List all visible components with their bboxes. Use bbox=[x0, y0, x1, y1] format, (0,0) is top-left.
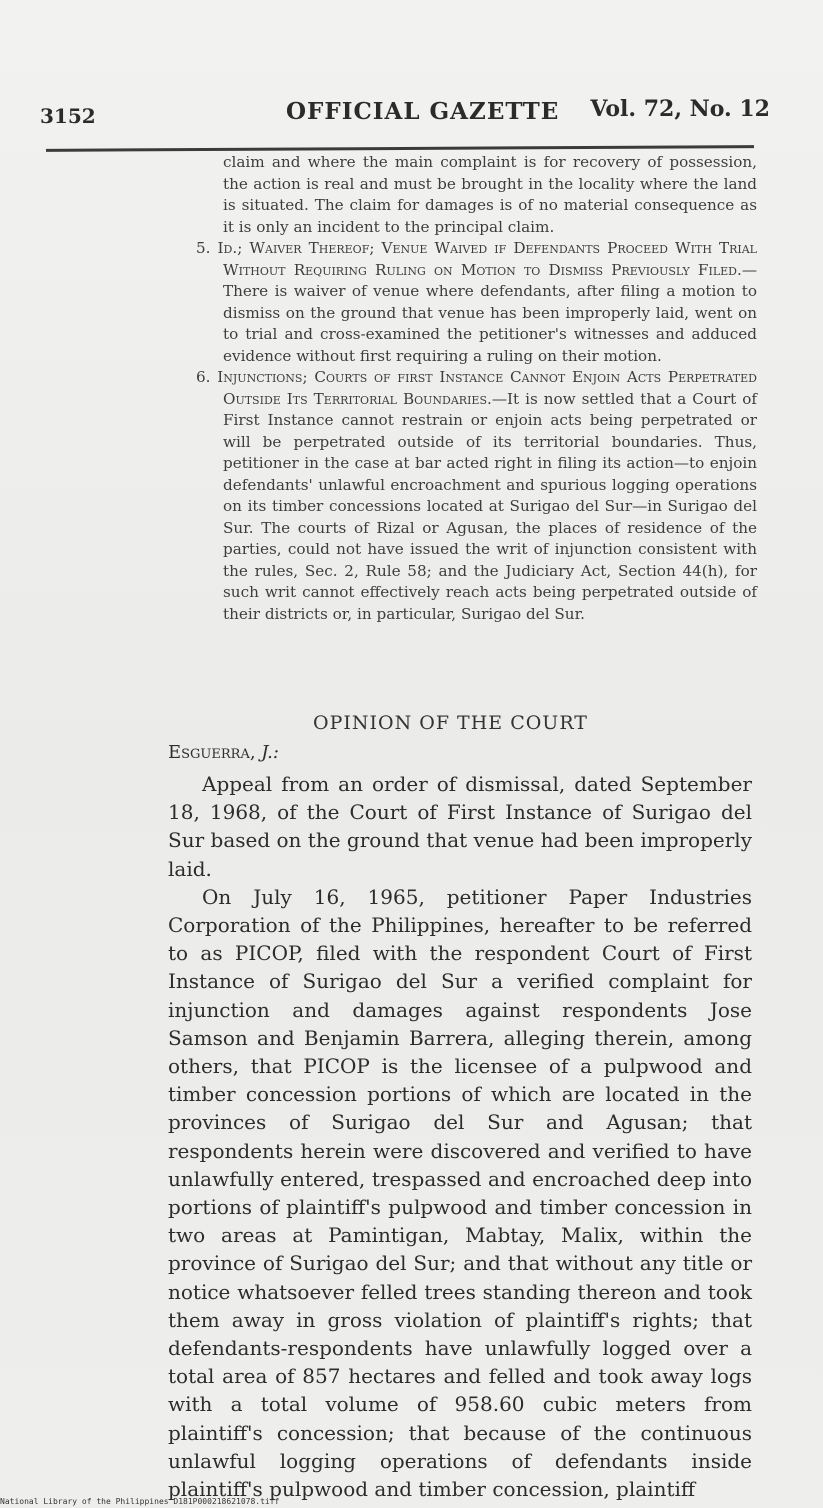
syllabus-item-6-heading: 6. Injunctions; Courts of first Instance Cannot Enjoin Acts Perpetrated Outside Its Territorial Boundaries. bbox=[196, 368, 757, 408]
page-header bbox=[40, 96, 770, 136]
volume-number: Vol. 72, No. 12 bbox=[590, 96, 770, 122]
syllabus-continuation: claim and where the main complaint is for recovery of possession, the action is real and must be brought in the locality where the land is situated. The claim for damages is of no material consequence as it is only an incident to the principal claim. bbox=[223, 153, 757, 236]
opinion-paragraph-1: Appeal from an order of dismissal, dated September 18, 1968, of the Court of First Instance of Surigao del Sur based on the ground that venue had been improperly laid. bbox=[168, 772, 752, 881]
page-number: 3152 bbox=[40, 104, 96, 128]
justice-name: Esguerra, bbox=[168, 742, 256, 763]
ponente bbox=[168, 742, 279, 763]
opinion-paragraph-2: On July 16, 1965, petitioner Paper Industries Corporation of the Philippines, hereafter to be referred to as PICOP, filed with the respondent Court of First Instance of Surigao del Sur a verified complaint for injunction and damages against respondents Jose Samson and Benjamin Barrera, alleging therein, among others, that PICOP is the licensee of a pulpwood and timber concession portions of which are located in the provinces of Surigao del Sur and Agusan; that respondents herein were discovered and verified to have unlawfully entered, trespassed and encroached deep into portions of plaintiff's pulpwood and timber concession in two areas at Pamintigan, Mabtay, Malix, within the province of Surigao del Sur; and that without any title or notice whatsoever felled trees standing thereon and took them away in gross violation of plaintiff's rights; that defendants-respondents have unlawfully logged over a total area of 857 hectares and felled and took away logs with a total volume of 958.60 cubic meters from plaintiff's concession; that because of the continuous unlawful logging operations of defendants inside plaintiff's pulpwood and timber concession, plaintiff bbox=[168, 884, 752, 1502]
justice-suffix: J.: bbox=[261, 742, 279, 763]
header-rule bbox=[46, 145, 754, 152]
opinion-body bbox=[168, 770, 752, 1503]
syllabus-item-6 bbox=[196, 367, 757, 625]
syllabus-item-5 bbox=[196, 238, 757, 367]
syllabus bbox=[196, 152, 757, 625]
syllabus-item-6-text: —It is now settled that a Court of First Instance cannot restrain or enjoin acts being perpetrated or will be perpetrated outside of its territorial boundaries. Thus, petitioner in the case at bar acted right in filing its action—to enjoin defendants' unlawful encroachment and spurious logging operations on its timber concessions located at Surigao del Sur—in Surigao del Sur. The courts of Rizal or Agusan, the places of residence of the parties, could not have issued the writ of injunction consistent with the rules, Sec. 2, Rule 58; and the Judiciary Act, Section 44(h), for such writ cannot effectively reach acts being perpetrated outside of their districts or, in particular, Surigao del Sur. bbox=[223, 389, 757, 623]
syllabus-item-5-text: —There is waiver of venue where defendants, after filing a motion to dismiss on the ground that venue has been improperly laid, went on to trial and cross-examined the petitioner's witnesses and adduced evidence without first requiring a ruling on their motion. bbox=[223, 260, 757, 365]
syllabus-item-5-heading: 5. Id.; Waiver Thereof; Venue Waived if Defendants Proceed With Trial Without Requiring Ruling on Motion to Dismiss Previously Filed. bbox=[196, 239, 757, 279]
publication-title: OFFICIAL GAZETTE bbox=[286, 98, 560, 125]
opinion-title: OPINION OF THE COURT bbox=[313, 712, 588, 734]
scan-source-footer: National Library of the Philippines D181P000218621078.tiff bbox=[0, 1497, 280, 1506]
